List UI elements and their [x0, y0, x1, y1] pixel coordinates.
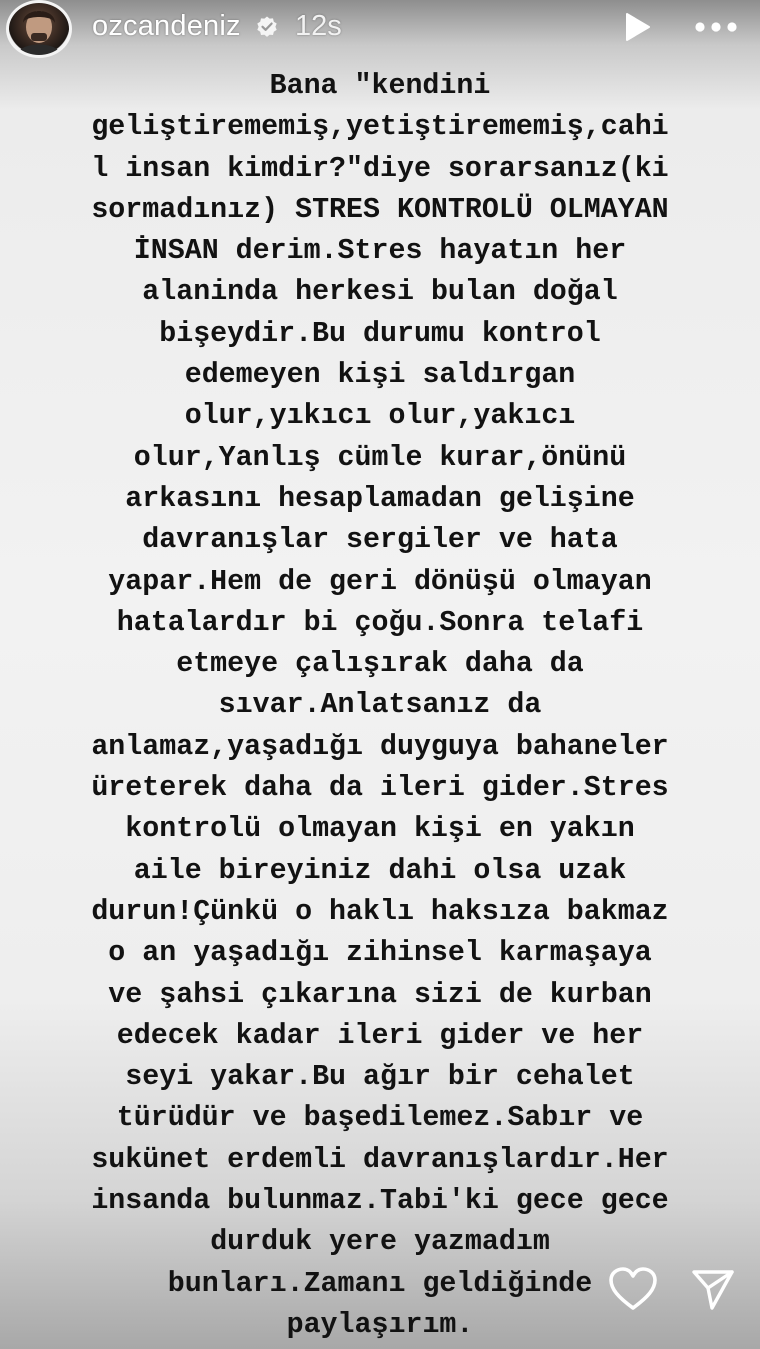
story-text-line: Bana "kendini: [269, 70, 491, 102]
story-text-line: İNSAN derim.Stres hayatın her: [133, 235, 627, 268]
play-icon[interactable]: [620, 10, 654, 44]
story-text-line: olur,Yanlış cümle kurar,önünü: [133, 441, 627, 474]
story-text-line: seyi yakar.Bu ağır bir cehalet: [125, 1061, 635, 1094]
story-text-line: sormadınız) STRES KONTROLÜ OLMAYAN: [91, 193, 669, 226]
story-text-line: arkasını hesaplamadan gelişine: [125, 482, 635, 515]
story-text-line: o an yaşadığı zihinsel karmaşaya: [108, 937, 652, 970]
story-text-line: kontrolü olmayan kişi en yakın: [125, 813, 635, 846]
story-text-line: aile bireyiniz dahi olsa uzak: [133, 854, 627, 887]
avatar-photo: [9, 3, 69, 55]
avatar[interactable]: [6, 0, 72, 58]
story-text-line: etmeye çalışırak daha da: [176, 648, 584, 681]
story-text-line: sukünet erdemli davranışlardır.Her: [91, 1143, 669, 1176]
story-text-line: anlamaz,yaşadığı duyguya bahaneler: [91, 730, 669, 763]
story-text-line: l insan kimdir?"diye sorarsanız(ki: [91, 152, 669, 185]
story-text-line: davranışlar sergiler ve hata: [142, 524, 618, 557]
story-text-line: insanda bulunmaz.Tabi'ki gece gece: [91, 1185, 669, 1218]
story-text-line: türüdür ve başedilemez.Sabır ve: [116, 1102, 644, 1135]
story-timestamp: 12s: [295, 10, 342, 42]
story-text-line: alaninda herkesi bulan doğal: [142, 276, 618, 309]
story-text-body: [40, 66, 720, 1346]
story-text-line: sıvar.Anlatsanız da: [218, 689, 542, 722]
heart-icon[interactable]: [608, 1266, 658, 1312]
story-text-line: durduk yere yazmadım: [210, 1226, 550, 1259]
story-text-line: bunları.Zamanı geldiğinde: [167, 1267, 593, 1300]
story-text-line: geliştirememiş,yetiştirememiş,cahi: [91, 111, 669, 144]
story-text-line: bişeydir.Bu durumu kontrol: [159, 317, 601, 350]
more-options-icon[interactable]: [690, 12, 742, 42]
story-text-line: yapar.Hem de geri dönüşü olmayan: [108, 565, 652, 598]
story-text-line: edemeyen kişi saldırgan: [184, 359, 576, 392]
story-text-line: durun!Çünkü o haklı haksıza bakmaz: [91, 895, 669, 928]
story-text-line: olur,yıkıcı olur,yakıcı: [184, 400, 576, 433]
story-text-line: üreterek daha da ileri gider.Stres: [91, 772, 669, 805]
story-username[interactable]: ozcandeniz: [92, 10, 241, 42]
story-text-line: hatalardır bi çoğu.Sonra telafi: [116, 606, 644, 639]
story-text-line: paylaşırım.: [286, 1308, 474, 1341]
story-header: [0, 0, 760, 60]
verified-badge-icon: [256, 16, 278, 38]
story-text-line: edecek kadar ileri gider ve her: [116, 1019, 644, 1052]
story-text-line: ve şahsi çıkarına sizi de kurban: [108, 978, 652, 1011]
send-icon[interactable]: [688, 1264, 738, 1314]
